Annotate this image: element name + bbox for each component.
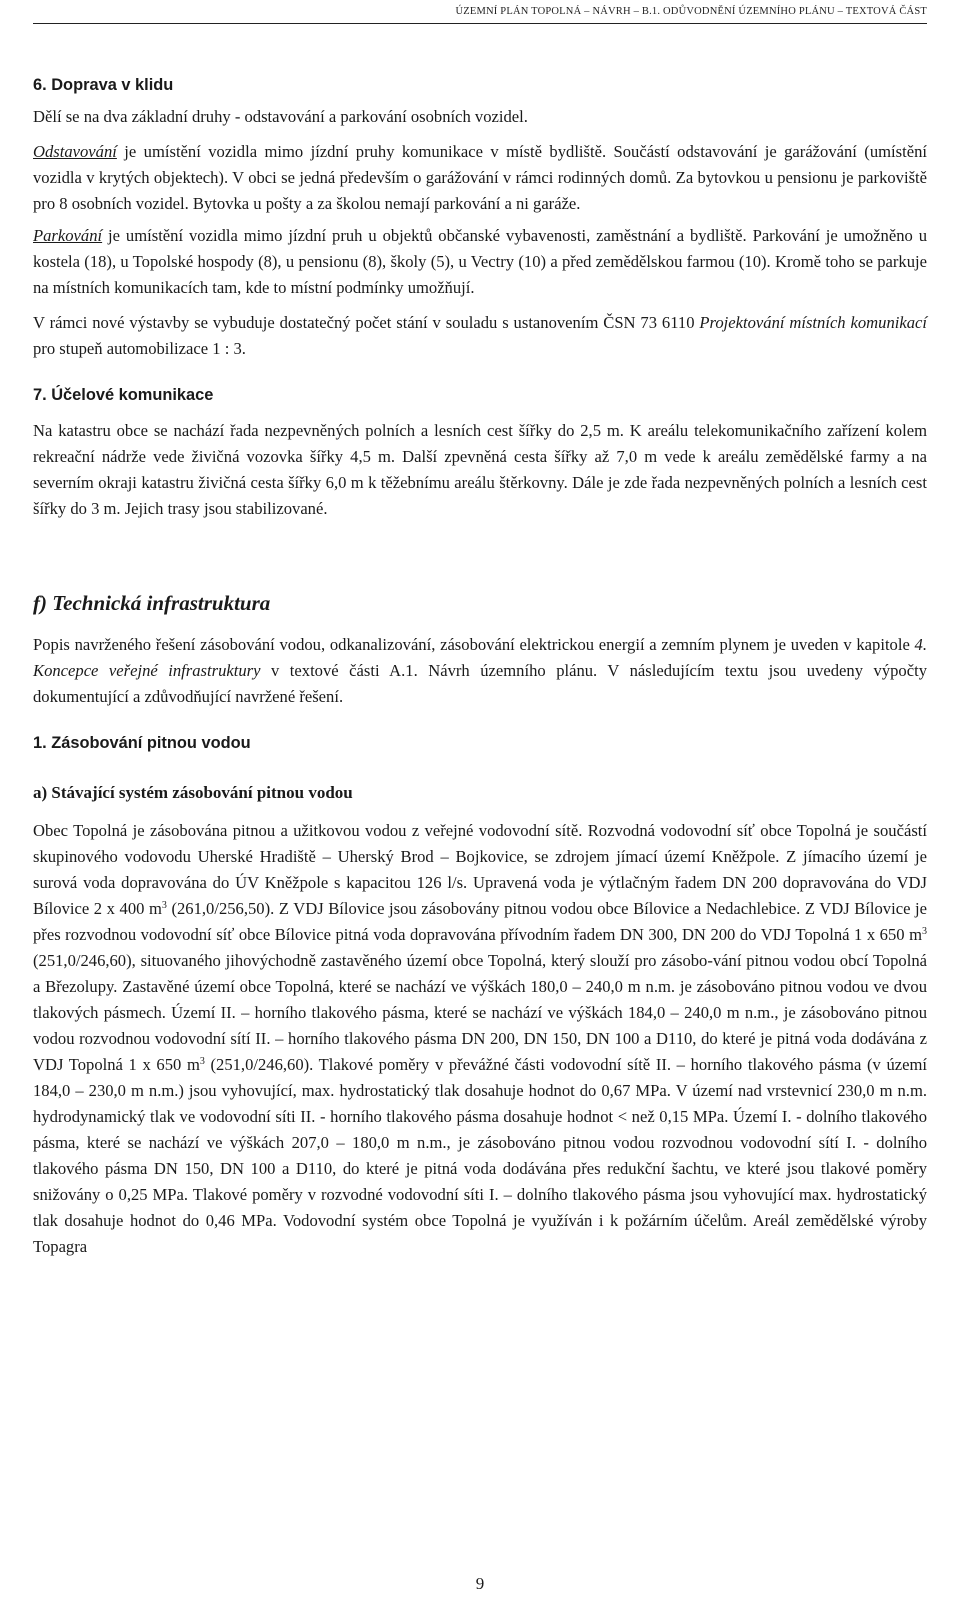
superscript-1: 3 bbox=[161, 900, 167, 911]
page-number: 9 bbox=[475, 1574, 485, 1593]
section-6-heading: 6. Doprava v klidu bbox=[33, 76, 174, 94]
page-content bbox=[33, 72, 927, 1260]
section-7-heading: 7. Účelové komunikace bbox=[33, 386, 214, 404]
superscript-3: 3 bbox=[199, 1056, 205, 1067]
section-6-paragraph-3-text: je umístění vozidla mimo jízdní pruh u objektů občanské vybavenosti, zaměstnání a bydliště. Parkování je umožněno u kostela (18), u Topolské hospody (8), u pensionu (8), školy (5), u Vectry (10) a před zemědělskou farmou (10). Kromě toho se parkuje na místních komunikacích tam, kde to místní podmínky umožňují. bbox=[33, 226, 927, 297]
header-rule bbox=[33, 23, 927, 24]
section-6-paragraph-1: Dělí se na dva základní druhy - odstavování a parkování osobních vozidel. bbox=[33, 107, 528, 126]
section-1a-text-b: (261,0/256,50). Z VDJ Bílovice jsou zásobovány pitnou vodou obce Bílovice a Nedachlebice. Z VDJ Bílovice je přes rozvodnou vodovodní síť obce Bílovice pitná voda dopravována přívodním řadem DN 300, DN 200 do VDJ Topolná 1 x 650 m bbox=[33, 899, 927, 944]
section-1a-text-a: Obec Topolná je zásobována pitnou a užitkovou vodou z veřejné vodovodní sítě. Rozvodná vodovodní síť obce Topolná je součástí skupinového vodovodu Uherské Hradiště – Uherský Brod – Bojkovice, se zdrojem jímací území Kněžpole. Z jímacího území je surová voda dopravována do ÚV Kněžpole s kapacitou 126 l/s. Upravená voda je výtlačným řadem DN 200 dopravována do VDJ Bílovice 2 x 400 m bbox=[33, 821, 927, 918]
section-1-heading: 1. Zásobování pitnou vodou bbox=[33, 734, 251, 752]
chapter-reference: 4. Koncepce veřejné infrastruktury bbox=[33, 635, 927, 680]
section-6-paragraph-2 bbox=[33, 139, 927, 217]
section-6-paragraph-4 bbox=[33, 310, 927, 362]
section-f-heading: f) Technická infrastruktura bbox=[33, 591, 271, 615]
section-1a-text-c: (251,0/246,60), situovaného jihovýchodně zastavěného území obce Topolná, který slouží pro zásobo-vání pitnou vodou obcí Topolná a Březolupy. Zastavěné území obce Topolná, které se nachází ve výškách 180,0 – 240,0 m n.m. je zásobováno pitnou vodou ve dvou tlakových pásmech. Území II. – horního tlakového pásma, které se nachází ve výškách 184,0 – 240,0 m n.m., je zásobováno pitnou vodou rozvodnou vodovodní sítí II. – horního tlakového pásma DN 200, DN 150, DN 100 a D110, do které je pitná voda dodávána z VDJ Topolná 1 x 650 m bbox=[33, 951, 927, 1074]
section-1a-paragraph bbox=[33, 818, 927, 1260]
section-1a-text-d: (251,0/246,60). Tlakové poměry v převážné části vodovodní sítě II. – horního tlakového pásma (v území 184,0 – 230,0 m n.m.) jsou vyhovující, max. hydrostatický tlak dosahuje hodnot do 0,67 MPa. V území nad vrstevnicí 230,0 m n.m. hydrodynamický tlak ve vodovodní síti II. - horního tlakového pásma dosahuje hodnot < než 0,15 MPa. Území I. - dolního tlakového pásma, které se nachází ve výškách 207,0 – 180,0 m n.m., je zásobováno pitnou vodou rozvodnou vodovodní sítí I. - dolního tlakového pásma DN 150, DN 100 a D110, do které je pitná voda dodávána přes redukční šachtu, ve které jsou tlakové poměry snižovány o 0,25 MPa. Tlakové poměry v rozvodné vodovodní síti I. – dolního tlakového pásma jsou vyhovující max. hydrostatický tlak dosahuje hodnot do 0,46 MPa. Vodovodní systém obce Topolná je využíván i k požárním účelům. Areál zemědělské výroby Topagra bbox=[33, 1055, 927, 1256]
term-odstavovani: Odstavování bbox=[33, 142, 117, 161]
section-f-paragraph-1-a: Popis navrženého řešení zásobování vodou, odkanalizování, zásobování elektrickou energií a zemním plynem je uveden v kapitole bbox=[33, 635, 915, 654]
superscript-2: 3 bbox=[922, 926, 927, 937]
section-6-paragraph-4-a: V rámci nové výstavby se vybuduje dostatečný počet stání v souladu s ustanovením ČSN 73 6110 bbox=[33, 313, 700, 332]
section-6-paragraph-3 bbox=[33, 223, 927, 301]
section-7-paragraph-1: Na katastru obce se nachází řada nezpevněných polních a lesních cest šířky do 2,5 m. K areálu telekomunikačního zařízení kolem rekreační nádrže vede živičná vozovka šířky 4,5 m. Další zpevněná cesta šířky až 7,0 m vede k areálu zemědělské farmy a na severním okraji katastru živičná cesta šířky 6,0 m k těžebnímu areálu štěrkovny. Dále je zde řada nezpevněných polních a lesních cest šířky do 3 m. Jejich trasy jsou stabilizované. bbox=[33, 421, 927, 518]
standard-title: Projektování místních komunikací bbox=[699, 313, 927, 332]
term-parkovani: Parkování bbox=[33, 226, 103, 245]
section-6-paragraph-2-text: je umístění vozidla mimo jízdní pruhy komunikace v místě bydliště. Součástí odstavování je garážování (umístění vozidla v krytých objektech). V obci se jedná především o garážování v rámci rodinných domů. Za bytovkou u pensionu je parkoviště pro 8 osobních vozidel. Bytovka u pošty a za školou nemají parkování a ni garáže. bbox=[33, 142, 927, 213]
section-6-paragraph-4-b: pro stupeň automobilizace 1 : 3. bbox=[33, 339, 246, 358]
running-header: ÚZEMNÍ PLÁN TOPOLNÁ – NÁVRH – B.1. ODŮVODNĚNÍ ÚZEMNÍHO PLÁNU – TEXTOVÁ ČÁST bbox=[455, 6, 927, 17]
section-1a-subheading: a) Stávající systém zásobování pitnou vodou bbox=[33, 783, 353, 802]
section-f-paragraph-1 bbox=[33, 632, 927, 710]
section-f-paragraph-1-b: v textové části A.1. Návrh územního plánu. V následujícím textu jsou uvedeny výpočty dokumentující a zdůvodňující navržené řešení. bbox=[33, 661, 927, 706]
